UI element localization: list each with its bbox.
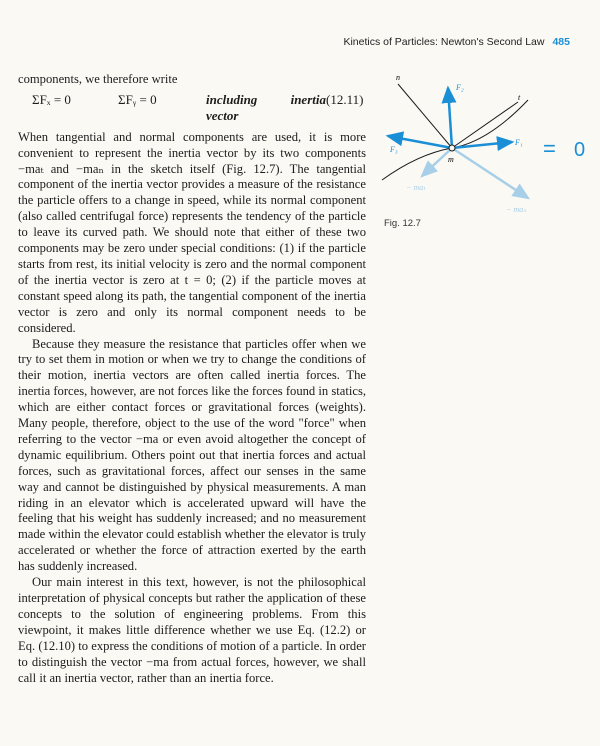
inertia-man-arrow <box>452 148 528 198</box>
running-title: Kinetics of Particles: Newton's Second Law <box>343 36 545 48</box>
running-head <box>170 36 570 48</box>
label-t: t <box>518 93 521 102</box>
equation-note: including inertia vector <box>206 91 326 123</box>
particle-marker <box>449 145 455 151</box>
label-f3: F₃ <box>390 145 398 154</box>
tangent-axis-line <box>452 102 518 148</box>
page-number: 485 <box>552 36 570 48</box>
force-f1-arrow <box>452 142 512 148</box>
label-f2: F₂ <box>456 83 464 92</box>
zero-result: 0 <box>574 139 586 161</box>
label-ma-n: − maₙ <box>506 205 527 214</box>
equals-sign: = <box>543 136 556 161</box>
label-ma-t: − maₜ <box>406 183 426 192</box>
equation-number: (12.11) <box>326 91 364 107</box>
label-m: m <box>448 155 454 164</box>
equation-sum-fy: ΣFᵧ = 0 <box>118 91 157 107</box>
equation-sum-fx: ΣFₓ = 0 <box>32 91 71 107</box>
body-text <box>18 72 366 686</box>
intro-line: components, we therefore write <box>18 72 178 86</box>
paragraph-2: Because they measure the resistance that particles offer when we try to set them in motion or when we try to change the conditions of their motion, inertia vectors are often called inertia forces. The inertia forces, however, are not forces like the forces found in statics, which are either contact forces or gravitational forces (weights). Many people, therefore, object to the use of the word "force" when referring to the vector −ma or even avoid altogether the concept of dynamic equilibrium. Others point out that inertia forces and actual forces, such as gravitational forces, affect our senses in the same way and cannot be distinguished by physical measurements. A man riding in an elevator which is accelerated upward will have the feeling that his weight has suddenly increased; and no measurement made within the elevator could establish whether the elevator is truly accelerated or whether the force of attraction exerted by the earth has suddenly increased. <box>18 336 366 574</box>
force-f2-arrow <box>448 88 452 148</box>
label-n: n <box>396 73 400 82</box>
equation-12-11 <box>18 92 366 124</box>
figure-caption: Fig. 12.7 <box>384 218 421 229</box>
figure-12-7-diagram <box>378 70 590 220</box>
paragraph-3: Our main interest in this text, however, is not the philosophical interpretation of physical concepts but rather the application of these concepts to the solution of engineering problems. From this viewpoint, it makes little difference whether we use Eq. (12.2) or Eq. (12.10) to express the conditions of motion of a particle. In order to distinguish the vector −ma from actual forces, however, we shall call it an inertia vector, rather than an inertia force. <box>18 575 366 685</box>
label-f1: F₁ <box>515 138 523 147</box>
paragraph-1: When tangential and normal components are used, it is more convenient to represent the inertia vector by its two components −maₜ and −maₙ in the sketch itself (Fig. 12.7). The tangential component of the inertia vector provides a measure of the resistance the particle offers to a change in speed, while its normal component (also called centrifugal force) represents the tendency of the particle to leave its curved path. We should note that either of these two components may be zero under special conditions: (1) if the particle starts from rest, its initial velocity is zero and the normal component of the inertia vector is zero at t = 0; (2) if the particle moves at constant speed along its path, the tangential component of the inertia vector is zero and only its normal component needs to be considered. <box>18 129 366 335</box>
